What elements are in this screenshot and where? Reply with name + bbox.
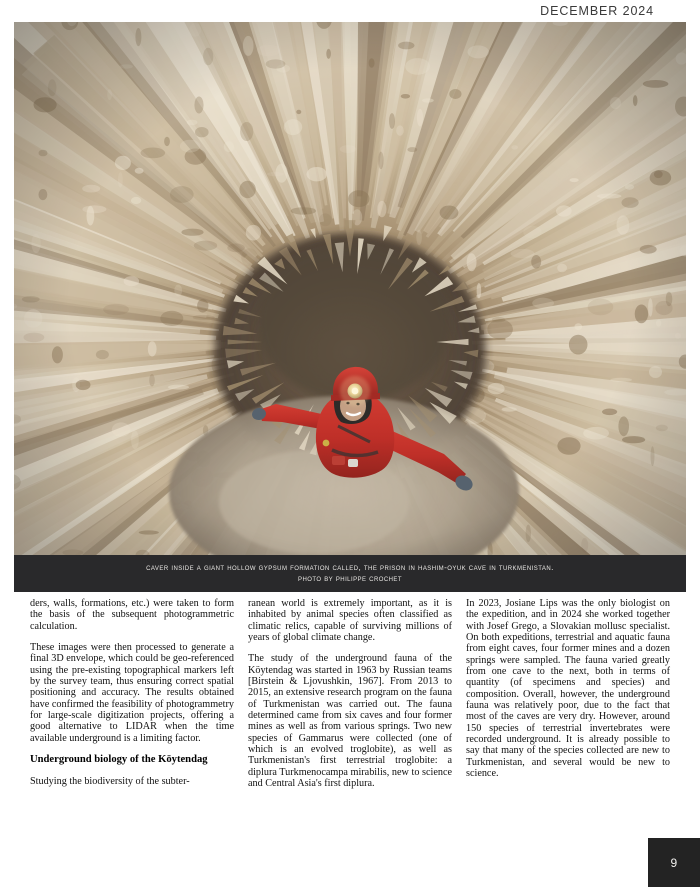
text-column-2 bbox=[248, 598, 452, 838]
photo-caption bbox=[14, 555, 686, 592]
running-head bbox=[0, 0, 700, 22]
folio-block bbox=[648, 838, 700, 887]
cave-photo-illustration bbox=[14, 22, 686, 592]
photo-caption-text: caver inside a giant hollow gypsum formation called, the prison in hashim-oyuk cave in turkmenistan. bbox=[146, 562, 554, 572]
cave-photograph bbox=[14, 22, 686, 592]
body-paragraph: Studying the biodiversity of the subter- bbox=[30, 775, 190, 787]
body-paragraph: In 2023, Josiane Lips was the only biologist on the expedition, and in 2024 she worked together with Josef Grego, a Slovakian mollusc specialist. On both expeditions, terrestrial and aquatic fauna from eight caves, four former mines and a dozen springs were sampled. The fauna varied greatly from one cave to the next, both in terms of quantity (of specimens and species) and composition. Overall, however, the underground fauna was relatively poor, due to the fact that most of the caves are very dry. However, around 150 species of terrestrial invertebrates were recorded underground. It is already possible to say that many of the species collected are new to Turkmenistan, and several would be new to science. bbox=[466, 598, 670, 780]
text-column-1 bbox=[30, 598, 234, 838]
body-paragraph: ders, walls, formations, etc.) were taken to form the basis of the subsequent photogrammetric calculation. bbox=[30, 598, 234, 632]
section-heading: Underground biology of the Köytendag bbox=[30, 754, 208, 766]
issue-date: DECEMBER 2024 bbox=[540, 4, 654, 18]
body-paragraph: These images were then processed to generate a final 3D envelope, which could be geo-referenced using the pre-existing topographical markers left by the survey team, thus ensuring correct spatial positioning and accuracy. The results obtained have confirmed the feasibility of photogrammetry for large-scale digitization projects, offering a good alternative to LIDAR when the time available underground is a limiting factor. bbox=[30, 642, 234, 744]
body-paragraph: ranean world is extremely important, as it is inhabited by animal species often classified as climatic relics, capable of surviving millions of years of global climate change. bbox=[248, 598, 452, 644]
body-paragraph: The study of the underground fauna of the Köytendag was started in 1963 by Russian teams [Birstein & Ljovushkin, 1967]. From 2013 to 2015, an extensive research program on the fauna of Turkmenistan was carried out. The fauna determined came from six caves and four former mines as well as from various springs. Two new species of Gammarus were collected (one of which is an evolved troglobite), as well as Turkmenistan's first terrestrial troglobite: a diplura Turkmenocampa mirabilis, new to science and Central Asia's first diplura. bbox=[248, 653, 452, 790]
text-column-3 bbox=[466, 598, 670, 838]
page-number: 9 bbox=[670, 855, 678, 870]
article-body bbox=[30, 598, 670, 838]
photo-credit: photo by philippe crochet bbox=[298, 573, 402, 583]
